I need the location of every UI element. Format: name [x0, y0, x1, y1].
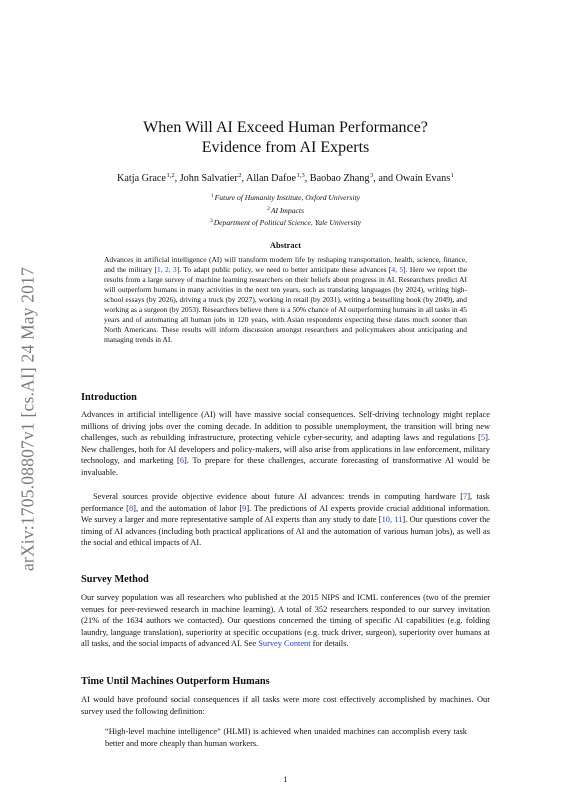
- citation-link[interactable]: 7: [463, 492, 468, 501]
- hlmi-definition-quote: “High-level machine intelligence” (HLMI) is achieved when unaided machines can accomplish every task better and more cheaply than human workers.: [105, 727, 467, 748]
- survey-paragraph: Our survey population was all researchers who published at the 2015 NIPS and ICML conferences (two of the premier venues for peer-reviewed research in machine learning). A total of 352 researchers responded to our survey invitation (21% of the 1634 authors we contacted). Our questions concerned the timing of specific AI capabilities (e.g. folding laundry, language translation), superiority at specific occupations (e.g. truck driver, surgeon), superiority over humans at all tasks, and the social impacts of advanced AI. See Survey Content for details.: [81, 593, 490, 648]
- hlmi-paragraph: AI would have profound social consequences if all tasks were more cost effectively accomplished by machines. Our survey used the following definition:: [81, 695, 490, 716]
- citation-link[interactable]: 6: [179, 456, 185, 465]
- citation-link[interactable]: 8: [128, 503, 134, 513]
- author-3: Allan Dafoe$^{1,3}$,: [245, 172, 310, 184]
- author-list: [0, 169, 571, 186]
- abstract-body: Advances in artificial intelligence (AI) will transform modern life by reshaping transportation, health, science, finance, and the military [1, 2, 3]. To adapt public policy, we need to better anticipate these advances [4, 5]. Here we report the results from a large survey of machine learning researchers on their beliefs about progress in AI. Researchers predict AI will outperform humans in many activities in the next ten years, such as translating languages (by 2024), writing high-school essays (by 2026), driving a truck (by 2027), working in retail (by 2031), writing a bestselling book (by 2049), and working as a surgeon (by 2053). Researchers believe there is a 50% chance of AI outperforming humans in all tasks in 45 years and of automating all human jobs in 120 years, with Asian respondents expecting these dates much sooner than North Americans. These results will inform discussion amongst researchers and policymakers about anticipating and managing trends in AI.: [104, 255, 468, 344]
- title-line-1: When Will AI Exceed Human Performance?: [143, 119, 428, 136]
- affiliation-3: $^3$Department of Political Science, Yale University: [209, 218, 362, 227]
- paper-title: [0, 118, 571, 158]
- author-2: John Salvatier$^2$,: [179, 172, 246, 184]
- intro-paragraph-2: Several sources provide objective evidence about future AI advances: trends in computing hardware [7], task performance [8], and the automation of labor [9]. The predictions of AI experts provide crucial additional information. We survey a larger and more representative sample of AI experts than any study to date [10, 11]. Our questions cover the timing of AI advances (including both practical applications of AI and the automation of various human jobs), as well as the social and ethical impacts of AI.: [81, 492, 490, 547]
- author-1: Katja Grace$^{1,2}$,: [117, 172, 180, 184]
- abstract-heading: Abstract: [269, 241, 302, 250]
- arxiv-side-stamp: [10, 244, 46, 594]
- section-heading-time-until: Time Until Machines Outperform Humans: [81, 676, 270, 687]
- arxiv-identifier: arXiv:1705.08807v1 [cs.AI] 24 May 2017: [17, 266, 38, 572]
- author-5: Owain Evans$^1$: [395, 172, 454, 184]
- intro-paragraph-1: Advances in artificial intelligence (AI) will have massive social consequences. Self-driving technology might replace millions of driving jobs over the coming decade. In addition to possible unemployment, the transition will bring new challenges, such as rebuilding infrastructure, protecting vehicle cyber-security, and adapting laws and regulations [5]. New challenges, both for AI developers and policy-makers, will also arise from applications in law enforcement, military technology, and marketing [6]. To prepare for these challenges, accurate forecasting of transformative AI would be invaluable.: [81, 410, 490, 477]
- affiliations: [0, 191, 571, 229]
- affiliation-2: $^2$AI Impacts: [267, 205, 304, 215]
- citation-link[interactable]: 5: [480, 433, 486, 442]
- citation-link[interactable]: 4, 5: [391, 265, 404, 274]
- section-heading-introduction: Introduction: [81, 392, 137, 403]
- citation-link[interactable]: 10, 11: [381, 515, 403, 524]
- page-number: 1: [283, 775, 288, 784]
- citation-link[interactable]: 9: [242, 503, 247, 513]
- author-4: Baobao Zhang$^3$, and: [309, 172, 396, 184]
- affiliation-1: $^1$Future of Humanity Institute, Oxford University: [210, 193, 361, 202]
- section-heading-survey-method: Survey Method: [81, 574, 149, 585]
- survey-content-link[interactable]: Survey Content: [258, 639, 311, 648]
- citation-link[interactable]: 1, 2, 3: [157, 265, 177, 274]
- title-line-2: Evidence from AI Experts: [201, 139, 370, 156]
